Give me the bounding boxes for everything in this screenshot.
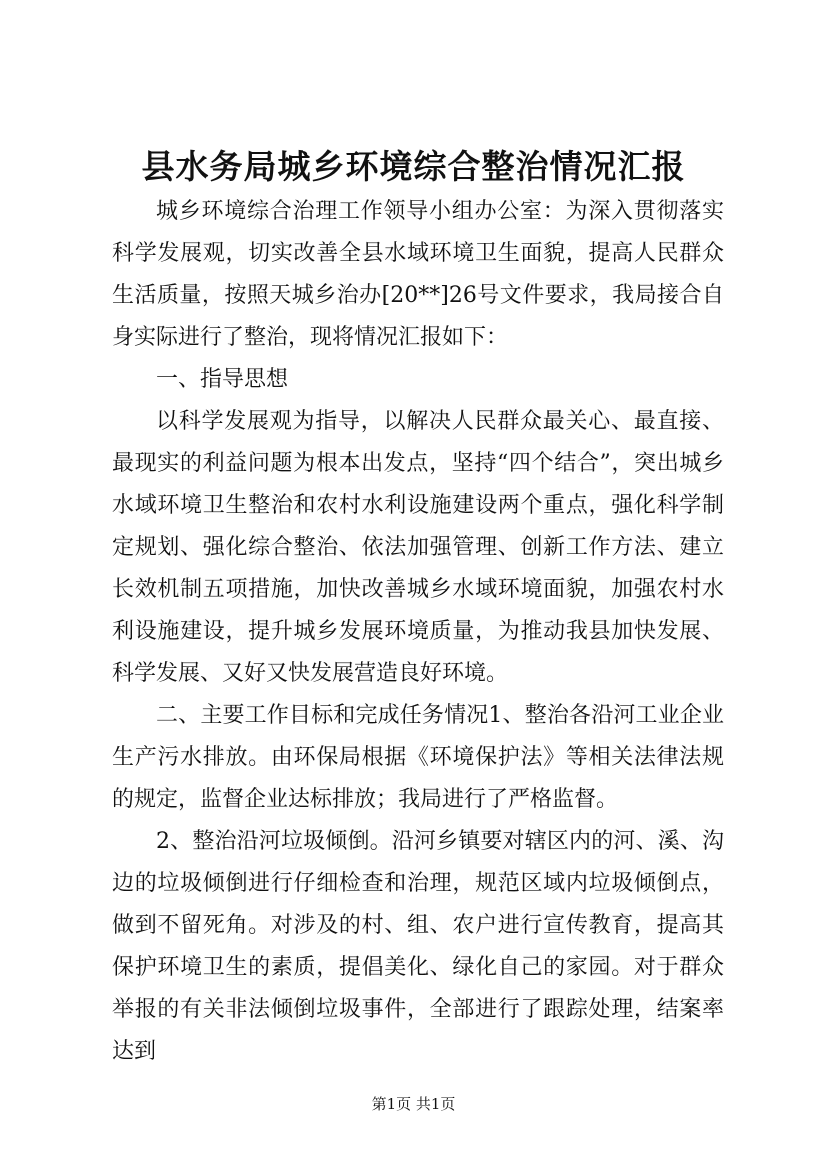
paragraph-garbage-control: 2、整治沿河垃圾倾倒。沿河乡镇要对辖区内的河、溪、沟边的垃圾倾倒进行仔细检查和治理，规范区域内垃圾倾倒点，做到不留死角。对涉及的村、组、农户进行宣传教育，提高其保护环境卫生的素质，提倡美化、绿化自己的家园。对于群众举报的有关非法倾倒垃圾事件，全部进行了跟踪处理，结案率达到	[112, 829, 724, 1064]
document-body	[112, 191, 724, 1073]
paragraph-intro: 城乡环境综合治理工作领导小组办公室：为深入贯彻落实科学发展观，切实改善全县水域环境卫生面貌，提高人民群众生活质量，按照天城乡治办[20**]26号文件要求，我局接合自身实际进行了整治，现将情况汇报如下：	[112, 199, 724, 350]
heading-guiding-thought: 一、指导思想	[156, 367, 289, 392]
page-footer: 第1页 共1页	[371, 1095, 456, 1113]
paragraph-guiding-thought: 以科学发展观为指导，以解决人民群众最关心、最直接、最现实的利益问题为根本出发点，坚持“四个结合”，突出城乡水域环境卫生整治和农村水利设施建设两个重点，强化科学制定规划、强化综合整治、依法加强管理、创新工作方法、建立长效机制五项措施，加快改善城乡水域环境面貌，加强农村水利设施建设，提升城乡发展环境质量，为推动我县加快发展、科学发展、又好又快发展营造良好环境。	[112, 409, 724, 686]
document-title: 县水务局城乡环境综合整治情况汇报	[141, 147, 686, 186]
paragraph-main-goals: 二、主要工作目标和完成任务情况1、整治各沿河工业企业生产污水排放。由环保局根据《环境保护法》等相关法律法规的规定，监督企业达标排放；我局进行了严格监督。	[112, 703, 724, 812]
